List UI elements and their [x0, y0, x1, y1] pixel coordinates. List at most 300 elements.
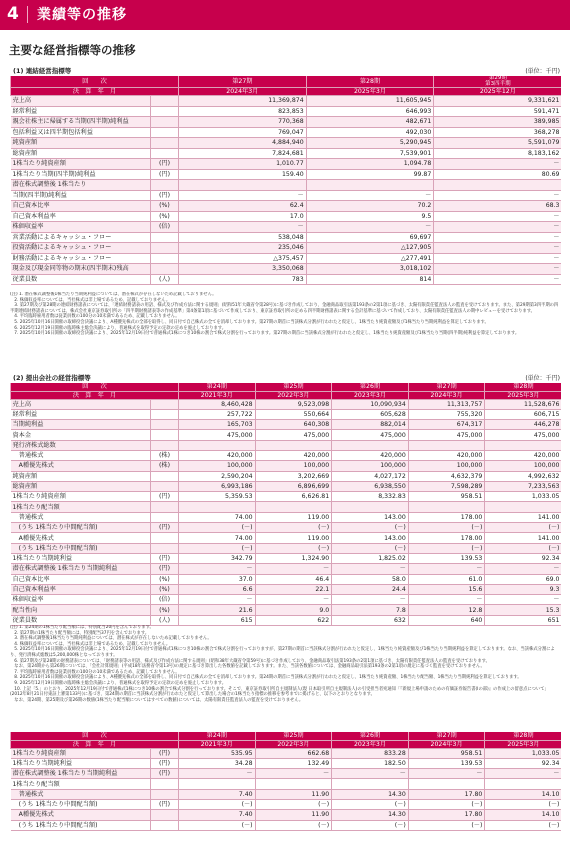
note-line: 6. 2025年12月19日開催の臨時株主総会決議により、普通株式を取得予定の定款の定めを廃止しております。 [10, 325, 227, 331]
row-value: 958.51 [408, 748, 485, 758]
table-row [11, 180, 562, 191]
row-value: 34.28 [179, 758, 256, 768]
row-label: 普通株式 [11, 450, 151, 460]
row-value: (－) [408, 523, 485, 533]
row-value: 10,090,934 [332, 399, 409, 409]
row-label: (うち 1株当たり中間配当額) [11, 820, 151, 830]
table-row [11, 253, 562, 264]
row-label: 経常利益 [11, 106, 151, 117]
standalone-table [10, 383, 561, 626]
s1-h2-cell: 決 算 年 月 [11, 88, 179, 96]
table-row [11, 595, 562, 605]
row-value: 159.40 [179, 169, 307, 180]
row-value: 420,000 [332, 450, 409, 460]
row-label: 財務活動によるキャッシュ・フロー [11, 253, 151, 264]
row-value: 615 [179, 615, 256, 625]
table-row [11, 779, 562, 789]
table-row [11, 96, 562, 107]
row-value: 7.40 [179, 789, 256, 799]
row-unit: (倍) [151, 222, 179, 233]
row-value [332, 779, 409, 789]
table-row [11, 523, 562, 533]
row-unit: (株) [151, 461, 179, 471]
page-subtitle: 主要な経営指標等の推移 [9, 43, 136, 57]
row-label: 自己資本比率 [11, 201, 151, 212]
row-label: 配当性向 [11, 605, 151, 615]
row-value: 70.2 [306, 201, 434, 212]
row-value [485, 440, 562, 450]
table-row [11, 117, 562, 128]
row-value: (－) [255, 820, 332, 830]
row-value [306, 180, 434, 191]
row-label: 自己資本利益率 [11, 584, 151, 594]
row-value: － [179, 564, 256, 574]
table-row [11, 138, 562, 149]
table-row [11, 512, 562, 522]
row-label: 1株当たり当期(四半期)純利益 [11, 169, 151, 180]
row-value: (－) [179, 523, 256, 533]
row-value [408, 502, 485, 512]
row-unit: (倍) [151, 595, 179, 605]
row-value: 6,993,186 [179, 481, 256, 491]
row-value: 6,938,550 [332, 481, 409, 491]
row-value [332, 502, 409, 512]
row-value: 143.00 [332, 512, 409, 522]
row-value: 420,000 [408, 450, 485, 460]
s2-h2-cell: 2021年3月 [179, 391, 256, 399]
table-row [11, 502, 562, 512]
s2-h2-cell: 2024年3月 [408, 391, 485, 399]
row-value [179, 502, 256, 512]
row-value: 37.0 [179, 574, 256, 584]
row-label: 潜在株式調整後 1株当たり [11, 180, 151, 191]
row-value: 178.00 [408, 533, 485, 543]
row-value: － [485, 595, 562, 605]
table-row [11, 159, 562, 170]
row-value: (－) [332, 799, 409, 809]
row-value: 550,664 [255, 409, 332, 419]
row-value: 119.00 [255, 533, 332, 543]
s1-h1-cell: 第27期 [179, 76, 307, 88]
row-value: － [434, 232, 562, 243]
row-unit: (円) [151, 769, 179, 779]
row-value: 4,632,379 [408, 471, 485, 481]
row-value: － [434, 253, 562, 264]
row-unit [151, 481, 179, 491]
row-value: 7,824,681 [179, 148, 307, 159]
row-unit: (%) [151, 574, 179, 584]
row-value: 446,278 [485, 420, 562, 430]
row-value: (－) [255, 799, 332, 809]
row-value: 132.49 [255, 758, 332, 768]
row-unit [151, 148, 179, 159]
row-value: 5,359.53 [179, 492, 256, 502]
s2-h2-cell: 2025年3月 [485, 391, 562, 399]
row-value: 141.00 [485, 533, 562, 543]
row-unit [151, 502, 179, 512]
row-label: 自己資本利益率 [11, 211, 151, 222]
row-value: 342.79 [179, 553, 256, 563]
row-value: － [332, 564, 409, 574]
row-value: － [179, 222, 307, 233]
note-line: なお、第24期、第25期及び第26期の数値(1株当たり配当額についてはすべての数値)については、太陽有限責任監査法人の監査を受けておりません。 [10, 697, 304, 703]
row-value: 591,471 [434, 106, 562, 117]
row-label: 包括利益又は四半期包括利益 [11, 127, 151, 138]
row-value: － [332, 595, 409, 605]
row-value: 68.3 [434, 201, 562, 212]
row-unit: (%) [151, 584, 179, 594]
row-value: － [434, 243, 562, 254]
row-value: 958.51 [408, 492, 485, 502]
row-label: 現金及び現金同等物の期末(四半期末)残高 [11, 264, 151, 275]
row-value: 475,000 [255, 430, 332, 440]
row-value: 389,985 [434, 117, 562, 128]
row-value: － [255, 769, 332, 779]
row-value: 46.4 [255, 574, 332, 584]
row-unit [151, 399, 179, 409]
row-value: － [179, 769, 256, 779]
row-value: 3,202,669 [255, 471, 332, 481]
table-row [11, 201, 562, 212]
row-unit: (円) [151, 564, 179, 574]
row-value [408, 779, 485, 789]
note-line: 5. 2025年10月16日開催の取締役会決議により、2025年12月19日付で普通株式1株につき10株の割合で株式分割を行っておりますが、第27期の期首に当該株式分割が行われたと仮定し、1株当たり純資産額及び1株当たり当期純利益を算定しております。なお、当該株式分割により、発行済株式総数は5,200,000株となっております。 [10, 647, 555, 658]
row-value: 14.10 [485, 810, 562, 820]
row-label: 株価収益率 [11, 222, 151, 233]
row-value [485, 502, 562, 512]
row-value: 538,048 [179, 232, 307, 243]
row-value: 100,000 [485, 461, 562, 471]
row-value: － [255, 564, 332, 574]
row-value: 1,825.02 [332, 553, 409, 563]
row-value: － [434, 222, 562, 233]
row-value [179, 779, 256, 789]
row-value: 8,183,162 [434, 148, 562, 159]
row-value: 24.4 [332, 584, 409, 594]
row-unit [151, 243, 179, 254]
row-label: 潜在株式調整後 1株当たり当期純利益 [11, 769, 151, 779]
row-value: 69,697 [306, 232, 434, 243]
row-value: 11,605,945 [306, 96, 434, 107]
row-value: 651 [485, 615, 562, 625]
row-label: (うち 1株当たり中間配当額) [11, 799, 151, 809]
row-unit [151, 232, 179, 243]
row-label: 発行済株式総数 [11, 440, 151, 450]
row-value: － [434, 264, 562, 275]
row-value: 475,000 [179, 430, 256, 440]
s2-h1-cell: 第28期 [485, 383, 562, 391]
row-unit: (円) [151, 190, 179, 201]
row-unit: (人) [151, 274, 179, 285]
note-line: 4. 平均臨時雇用者数は従業員数の100分の10未満であるため、記載しておりません。 [10, 314, 180, 320]
row-value: (－) [408, 799, 485, 809]
s1-h1-cell: 第29期 第3四半期 [434, 76, 562, 88]
table-row [11, 769, 562, 779]
s1-h2-cell: 2025年12月 [434, 88, 562, 96]
note-line: 7. 平均臨時雇用者数は従業員数の100分の10未満であるため、記載しておりません。 [10, 669, 180, 675]
row-value: 420,000 [179, 450, 256, 460]
row-value: 6.6 [179, 584, 256, 594]
s2-h2-cell: 決 算 年 月 [11, 391, 179, 399]
row-value [179, 440, 256, 450]
table-row [11, 148, 562, 159]
table-row [11, 127, 562, 138]
row-value: (－) [179, 799, 256, 809]
row-unit [151, 253, 179, 264]
row-value: (－) [408, 543, 485, 553]
row-value: △277,491 [306, 253, 434, 264]
row-value: 9,331,621 [434, 96, 562, 107]
row-value: 6,896,699 [255, 481, 332, 491]
row-value: 823,853 [179, 106, 307, 117]
row-unit [151, 533, 179, 543]
s3-h1-cell: 第26期 [332, 732, 409, 740]
row-value: 1,010.77 [179, 159, 307, 170]
row-value: 22.1 [255, 584, 332, 594]
row-unit [151, 789, 179, 799]
row-label: 従業員数 [11, 615, 151, 625]
row-value: 61.0 [408, 574, 485, 584]
row-value: － [306, 222, 434, 233]
row-value: － [434, 159, 562, 170]
note-line: 3. 第27期及び第28期の連結財務諸表については、「連結財務諸表の用語、様式及び作成方法に関する規則」(昭和51年大蔵省令第28号)に基づき作成しており、金融商品取引法第193条の2第1項に基づき、太陽有限責任監査法人の監査を受けております。また、第29期第3四半期の四半期連結財務諸表については、株式会社東京証券取引所の「四半期財務諸表等の作成基準」第4条第1項に基づいて作成しており、東京証券取引所の定める四半期財務諸表に関する会計基準に基づいて作成しており、太陽有限責任監査法人の期中レビューを受けております。 [10, 303, 559, 314]
row-unit: (%) [151, 211, 179, 222]
row-value: (－) [255, 543, 332, 553]
row-label: 潜在株式調整後 1株当たり当期純利益 [11, 564, 151, 574]
s2-h2-cell: 2023年3月 [332, 391, 409, 399]
row-label: 普通株式 [11, 789, 151, 799]
s1-h1-cell: 第28期 [306, 76, 434, 88]
row-label: 普通株式 [11, 512, 151, 522]
row-unit [151, 430, 179, 440]
note-line: 6. 第27期及び第28期の財務諸表については、「財務諸表等の用語、様式及び作成方法に関する規則」(昭和38年大蔵省令第59号)に基づき作成しており、金融商品取引法第193条の2第1項に基づき、太陽有限責任監査法人の監査を受けております。 [10, 658, 490, 664]
note-line: 2. 第27期の1株当たり配当額には、特別配当37円を含んでおります。 [10, 630, 150, 636]
row-value: 99.87 [306, 169, 434, 180]
row-value [255, 779, 332, 789]
row-value: 92.34 [485, 553, 562, 563]
row-value: (－) [179, 820, 256, 830]
row-label: 純資産額 [11, 138, 151, 149]
row-unit [151, 138, 179, 149]
s1-unit: (単位：千円) [525, 68, 560, 75]
row-value: 2,590,204 [179, 471, 256, 481]
s3-h2-cell: 決 算 年 月 [11, 740, 179, 748]
row-unit [151, 96, 179, 107]
row-label: 売上高 [11, 96, 151, 107]
row-value: 770,368 [179, 117, 307, 128]
table-row [11, 471, 562, 481]
row-value: 21.6 [179, 605, 256, 615]
row-value: 662.68 [255, 748, 332, 758]
row-label: 1株当たり当期純利益 [11, 553, 151, 563]
row-value: 74.00 [179, 512, 256, 522]
row-label: 総資産額 [11, 481, 151, 491]
row-label: 当期(四半期)純利益 [11, 190, 151, 201]
row-value: 535.95 [179, 748, 256, 758]
row-value [255, 502, 332, 512]
row-value: － [408, 769, 485, 779]
table-row [11, 211, 562, 222]
row-unit [151, 471, 179, 481]
table-row [11, 190, 562, 201]
row-unit [151, 810, 179, 820]
row-value: － [179, 190, 307, 201]
row-value: － [485, 564, 562, 574]
row-unit [151, 180, 179, 191]
row-value: 178.00 [408, 512, 485, 522]
row-value: △375,457 [179, 253, 307, 264]
row-value: 8,460,428 [179, 399, 256, 409]
note-line: 5. 2025年10月16日開催の取締役会決議により、A種優先株式の全部を取得し、同日付で自己株式の全てを消却しております。第27期の期首に当該株式分割が行われたと仮定し、1株当たり純資産額及び1株当たり当期純利益を算定しております。 [10, 319, 489, 325]
row-value: 11.90 [255, 789, 332, 799]
row-value: 1,033.05 [485, 492, 562, 502]
row-value: 235,046 [179, 243, 307, 254]
row-value: 640 [408, 615, 485, 625]
row-label: 当期純利益 [11, 420, 151, 430]
row-unit [151, 512, 179, 522]
row-value: 9.0 [255, 605, 332, 615]
row-label: 売上高 [11, 399, 151, 409]
table-row [11, 564, 562, 574]
row-value: 7.40 [179, 810, 256, 820]
row-label: 営業活動によるキャッシュ・フロー [11, 232, 151, 243]
row-label: 株価収益率 [11, 595, 151, 605]
row-value: 3,018,102 [306, 264, 434, 275]
row-value: 14.10 [485, 789, 562, 799]
row-value: 368,278 [434, 127, 562, 138]
row-value: 5,290,945 [306, 138, 434, 149]
row-value: 6,626.81 [255, 492, 332, 502]
table-row [11, 615, 562, 625]
row-label: 自己資本比率 [11, 574, 151, 584]
row-label: 1株当たり配当額 [11, 779, 151, 789]
s3-h1-cell: 第27期 [408, 732, 485, 740]
note-line: (注) 1. 第24期の1株当たり配当額には、特別配当20円を含んでおります。 [10, 625, 154, 630]
s2-h1-cell: 第26期 [332, 383, 409, 391]
row-unit: (円) [151, 159, 179, 170]
table-row [11, 440, 562, 450]
row-value: 14.30 [332, 789, 409, 799]
row-unit [151, 420, 179, 430]
row-value: － [332, 769, 409, 779]
table-row [11, 492, 562, 502]
row-value: 7.8 [332, 605, 409, 615]
row-value: 182.50 [332, 758, 409, 768]
s2-h1-cell: 第27期 [408, 383, 485, 391]
row-unit [151, 543, 179, 553]
header-divider [27, 6, 28, 23]
row-unit [151, 409, 179, 419]
row-value: 139.53 [408, 553, 485, 563]
row-unit: (円) [151, 748, 179, 758]
s3-h1-cell: 第24期 [179, 732, 256, 740]
note-line: 7. 2025年10月16日開催の取締役会決議により、2025年12月19日付で普通株式1株につき10株の割合で株式分割を行っております。第27期の期首に当該株式分割が行われたと仮定し、1株当たり純資産額及び1株当たり当期(四半期)純利益を算定しております。 [10, 331, 520, 337]
table-row [11, 789, 562, 799]
row-label: 1株当たり当期純利益 [11, 758, 151, 768]
s1-notes [10, 292, 561, 370]
row-value: (－) [485, 820, 562, 830]
table-row [11, 461, 562, 471]
row-value: 882,014 [332, 420, 409, 430]
row-unit [151, 127, 179, 138]
row-value: 814 [306, 274, 434, 285]
row-value: 3,350,068 [179, 264, 307, 275]
s2-title: (2) 提出会社の経営指標等 [13, 374, 91, 382]
row-value: 69.0 [485, 574, 562, 584]
row-value: 1,033.05 [485, 748, 562, 758]
row-value: 783 [179, 274, 307, 285]
note-line: なお、第24期から第26期については、「会社計算規則」(平成18年法務省令第13号)の規定に基づき算出した各数値を記載しております。また、当該各数値については、金融商品取引法第193条の2第1項の規定に基づく監査を受けておりません。 [10, 664, 485, 670]
s3-h1-cell: 回 次 [11, 732, 179, 740]
row-value: 74.00 [179, 533, 256, 543]
table-row [11, 748, 562, 758]
table-row [11, 232, 562, 243]
row-unit: (人) [151, 615, 179, 625]
table-row [11, 553, 562, 563]
s3-h2-cell: 2021年3月 [179, 740, 256, 748]
row-value: 8,332.83 [332, 492, 409, 502]
row-value: 11.90 [255, 810, 332, 820]
row-value: 257,722 [179, 409, 256, 419]
row-value: 5,591,079 [434, 138, 562, 149]
row-value: (－) [332, 820, 409, 830]
row-value: 62.4 [179, 201, 307, 212]
per-share-table [10, 732, 561, 831]
s2-notes [10, 625, 561, 728]
table-row [11, 409, 562, 419]
row-value: 11,369,874 [179, 96, 307, 107]
note-line: 9. 2025年12月19日開催の臨時株主総会決議により、普通株式を取得予定の定款の定めを廃止しております。 [10, 680, 227, 686]
table-row [11, 820, 562, 830]
row-value: 4,884,940 [179, 138, 307, 149]
table-row [11, 264, 562, 275]
row-unit: (円) [151, 169, 179, 180]
s3-h2-cell: 2025年3月 [485, 740, 562, 748]
row-label: A種優先株式 [11, 461, 151, 471]
s1-h1-cell: 回 次 [11, 76, 179, 88]
row-unit [151, 106, 179, 117]
row-value: 769,047 [179, 127, 307, 138]
row-unit: (円) [151, 523, 179, 533]
row-value: (－) [485, 799, 562, 809]
table-row [11, 605, 562, 615]
row-unit [151, 440, 179, 450]
row-unit: (円) [151, 492, 179, 502]
row-value: － [255, 595, 332, 605]
row-value: (－) [179, 543, 256, 553]
row-label: (うち 1株当たり中間配当額) [11, 543, 151, 553]
table-row [11, 810, 562, 820]
row-value: 606,715 [485, 409, 562, 419]
table-row [11, 758, 562, 768]
row-value: 11,313,757 [408, 399, 485, 409]
row-value: 646,993 [306, 106, 434, 117]
row-value: 143.00 [332, 533, 409, 543]
row-value: 755,320 [408, 409, 485, 419]
row-unit: (円) [151, 758, 179, 768]
s2-h1-cell: 回 次 [11, 383, 179, 391]
row-label: 資本金 [11, 430, 151, 440]
row-unit: (株) [151, 450, 179, 460]
row-value: 9.3 [485, 584, 562, 594]
row-label: 投資活動によるキャッシュ・フロー [11, 243, 151, 254]
table-row [11, 274, 562, 285]
s3-h2-cell: 2023年3月 [332, 740, 409, 748]
s3-h1-cell: 第25期 [255, 732, 332, 740]
row-value: 640,308 [255, 420, 332, 430]
row-value: 1,324.90 [255, 553, 332, 563]
row-value [434, 180, 562, 191]
